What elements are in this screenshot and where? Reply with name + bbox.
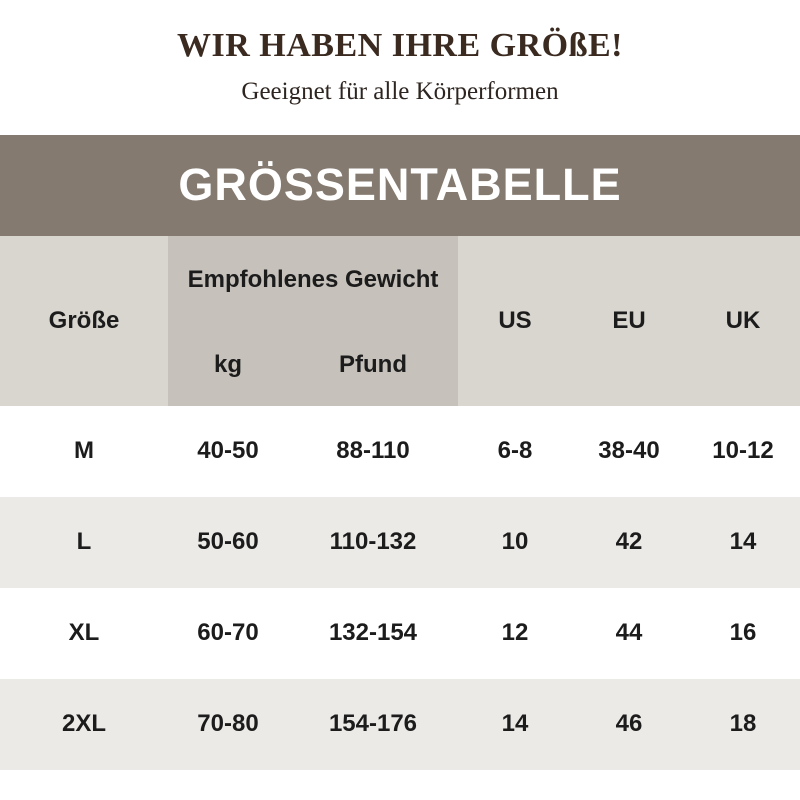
cell-us: 14: [458, 679, 572, 770]
cell-uk: 10-12: [686, 406, 800, 497]
header-cell-size: Größe: [48, 306, 120, 334]
cell-kg: 70-80: [168, 679, 288, 770]
table-row: [0, 497, 800, 588]
cell-us: 10: [458, 497, 572, 588]
banner-title: GRÖSSENTABELLE: [178, 159, 622, 211]
cell-uk: 18: [686, 679, 800, 770]
header-cell-recommended-weight: Empfohlenes Gewicht: [168, 236, 458, 324]
header-cell-eu: EU: [612, 306, 646, 334]
cell-pfund: 110-132: [288, 497, 458, 588]
cell-eu: 42: [572, 497, 686, 588]
cell-size: L: [0, 497, 168, 588]
cell-uk: 16: [686, 588, 800, 679]
header-cell-uk: UK: [725, 306, 761, 334]
cell-us: 12: [458, 588, 572, 679]
cell-size: 2XL: [0, 679, 168, 770]
cell-pfund: 132-154: [288, 588, 458, 679]
cell-size: XL: [0, 588, 168, 679]
cell-uk: 14: [686, 497, 800, 588]
cell-kg: 40-50: [168, 406, 288, 497]
table-row: [0, 588, 800, 679]
table-row: [0, 679, 800, 770]
size-chart-banner: [0, 135, 800, 236]
page-headline: WIR HABEN IHRE GRÖßE!: [177, 27, 623, 64]
cell-us: 6-8: [458, 406, 572, 497]
cell-eu: 38-40: [572, 406, 686, 497]
size-table: [0, 236, 800, 770]
cell-eu: 46: [572, 679, 686, 770]
cell-pfund: 154-176: [288, 679, 458, 770]
header-cell-pfund: Pfund: [288, 324, 458, 406]
header-cell-kg: kg: [168, 324, 288, 406]
cell-pfund: 88-110: [288, 406, 458, 497]
table-row: [0, 406, 800, 497]
cell-kg: 50-60: [168, 497, 288, 588]
cell-size: M: [0, 406, 168, 497]
page-subheadline: Geeignet für alle Körperformen: [241, 78, 559, 106]
cell-eu: 44: [572, 588, 686, 679]
header-cell-us: US: [498, 306, 532, 334]
table-header-row-group: [0, 236, 800, 324]
cell-kg: 60-70: [168, 588, 288, 679]
